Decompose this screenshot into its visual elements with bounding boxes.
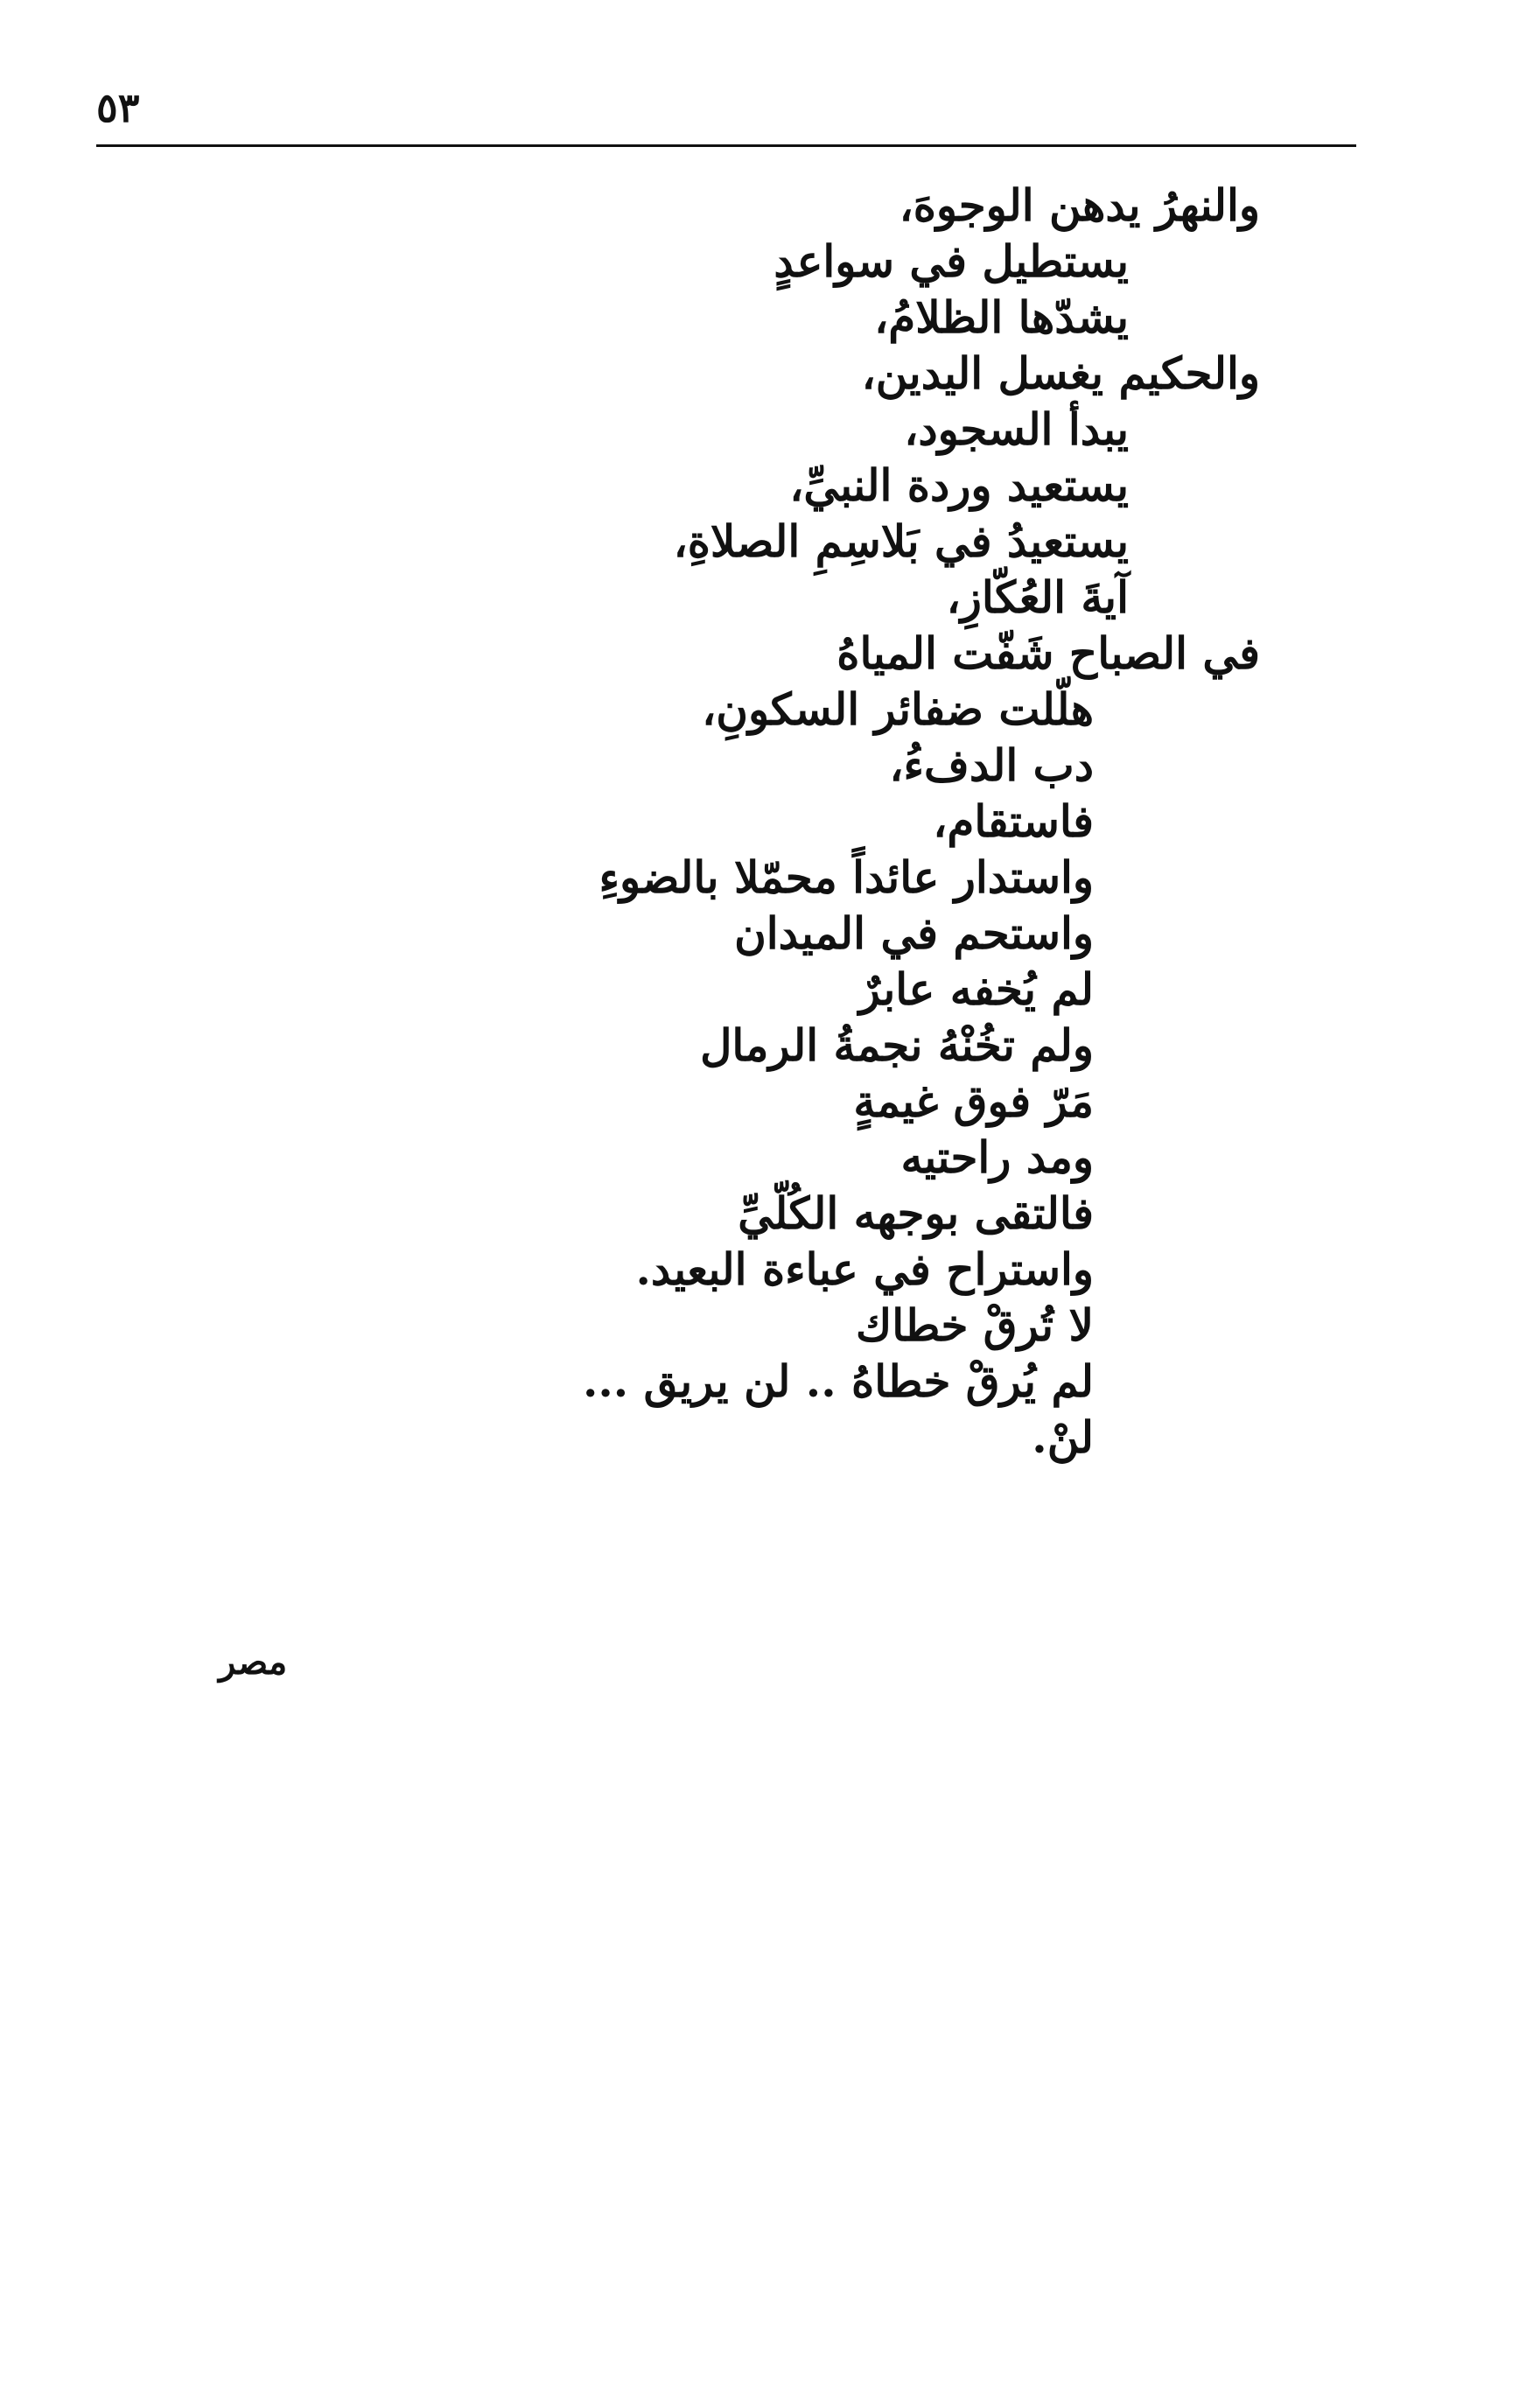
page-number: ٥٣: [96, 84, 140, 131]
verse-line: في الصباح شَفّت المياهُ: [836, 627, 1260, 679]
verse-line: فالتقى بوجهه الكُلّيِّ: [738, 1187, 1094, 1239]
verse-line: يستطيل في سواعدٍ: [774, 235, 1129, 287]
verse-line: يشدّها الظلامُ،: [874, 291, 1129, 343]
verse-line: يستعيدُ في بَلاسِمِ الصلاةِ،: [673, 515, 1129, 567]
verse-line: واستراح في عباءة البعيد.: [635, 1243, 1094, 1295]
poem: [0, 179, 1540, 1549]
signature-place: مصر: [219, 1642, 288, 1683]
verse-line: مَرّ فوق غيمةٍ: [853, 1075, 1094, 1127]
verse-line: يستعيد وردة النبيِّ،: [789, 459, 1129, 511]
verse-line: لنْ.: [1032, 1411, 1094, 1463]
verse-line: ومد راحتيه: [900, 1131, 1094, 1183]
header-rule: [96, 144, 1356, 147]
verse-line: لم يُرقْ خطاهُ .. لن يريق ...: [582, 1355, 1094, 1407]
verse-line: لا تُرقْ خطاك: [856, 1299, 1094, 1351]
verse-line: هلّلت ضفائر السكونِ،: [702, 683, 1094, 735]
verse-line: آيةَ العُكّازِ،: [946, 571, 1129, 623]
verse-line: لم يُخفه عابرٌ: [858, 963, 1094, 1015]
verse-line: فاستقام،: [933, 795, 1094, 847]
verse-line: واستحم في الميدان: [734, 907, 1094, 959]
verse-line: ولم تخُنْهُ نجمةُ الرمال: [700, 1019, 1094, 1071]
verse-line: دب الدفءُ،: [889, 739, 1094, 791]
verse-line: والحكيم يغسل اليدين،: [861, 347, 1260, 399]
verse-line: يبدأ السجود،: [904, 403, 1129, 455]
verse-line: واستدار عائداً محمّلا بالضوءِ: [598, 851, 1094, 903]
verse-line: والنهرُ يدهن الوجوهَ،: [899, 179, 1260, 231]
